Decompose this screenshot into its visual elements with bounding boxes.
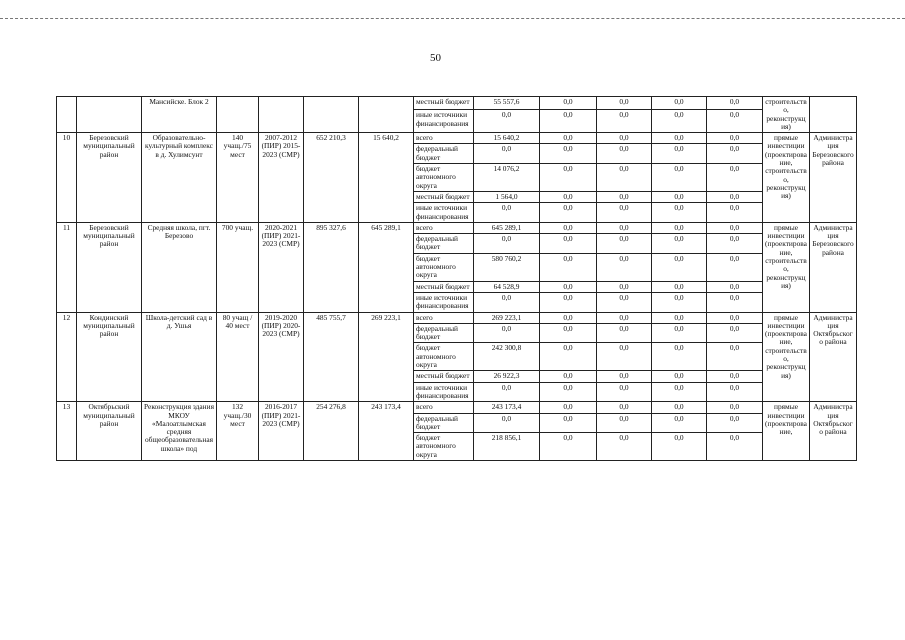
source-value: 0,0 — [540, 222, 597, 233]
source-name: иные источники финансирования — [414, 382, 474, 402]
source-value: 0,0 — [597, 133, 652, 144]
source-value: 0,0 — [474, 203, 540, 223]
source-name: местный бюджет — [414, 281, 474, 292]
source-value: 0,0 — [652, 281, 707, 292]
source-value: 0,0 — [597, 292, 652, 312]
source-name: федеральный бюджет — [414, 144, 474, 164]
source-value: 0,0 — [652, 402, 707, 413]
source-value: 0,0 — [597, 281, 652, 292]
source-value: 0,0 — [707, 292, 763, 312]
source-name: местный бюджет — [414, 371, 474, 382]
mechanism: прямые инвестиции (проектирование, строительство, реконструкция) — [763, 312, 810, 402]
remaining-cost: 243 173,4 — [359, 402, 414, 461]
period — [259, 97, 304, 133]
source-value: 0,0 — [707, 281, 763, 292]
source-value: 0,0 — [597, 413, 652, 433]
source-value: 0,0 — [652, 234, 707, 254]
object-name: Школа-детский сад в д. Ушья — [142, 312, 217, 402]
source-value: 0,0 — [652, 323, 707, 343]
row-number: 13 — [57, 402, 77, 461]
object-name: Реконструкция здания МКОУ «Малоатлымская средняя общеобразовательная школа» под — [142, 402, 217, 461]
continuation-row — [57, 97, 857, 110]
source-value: 0,0 — [474, 234, 540, 254]
source-name: федеральный бюджет — [414, 323, 474, 343]
source-value: 0,0 — [597, 253, 652, 281]
source-value: 0,0 — [597, 402, 652, 413]
source-value: 0,0 — [474, 110, 540, 133]
source-name: иные источники финансирования — [414, 203, 474, 223]
source-value: 0,0 — [707, 144, 763, 164]
source-value: 0,0 — [474, 144, 540, 164]
source-value: 0,0 — [707, 343, 763, 371]
source-value: 0,0 — [540, 343, 597, 371]
source-value: 0,0 — [597, 343, 652, 371]
capacity: 700 учащ. — [217, 222, 259, 312]
source-value: 0,0 — [540, 413, 597, 433]
source-value: 645 289,1 — [474, 222, 540, 233]
cost — [304, 97, 359, 133]
source-value: 0,0 — [540, 110, 597, 133]
source-value: 269 223,1 — [474, 312, 540, 323]
source-name: местный бюджет — [414, 191, 474, 202]
source-value: 55 557,6 — [474, 97, 540, 110]
object-name: Средняя школа, пгт. Березово — [142, 222, 217, 312]
source-value: 0,0 — [540, 203, 597, 223]
source-value: 0,0 — [540, 281, 597, 292]
source-value: 0,0 — [597, 433, 652, 461]
source-value: 0,0 — [597, 97, 652, 110]
row-number: 11 — [57, 222, 77, 312]
source-value: 0,0 — [540, 164, 597, 192]
source-value: 0,0 — [474, 413, 540, 433]
source-value: 0,0 — [474, 323, 540, 343]
source-value: 0,0 — [652, 164, 707, 192]
mechanism: строительство, реконструкция) — [763, 97, 810, 133]
source-name: местный бюджет — [414, 97, 474, 110]
source-value: 0,0 — [707, 110, 763, 133]
source-value: 0,0 — [707, 164, 763, 192]
source-value: 0,0 — [474, 292, 540, 312]
source-value: 243 173,4 — [474, 402, 540, 413]
object-name: Образовательно-культурный комплекс в д. Хулимсунт — [142, 133, 217, 223]
source-value: 0,0 — [597, 164, 652, 192]
source-value: 0,0 — [597, 110, 652, 133]
source-value: 0,0 — [540, 312, 597, 323]
source-value: 0,0 — [707, 191, 763, 202]
remaining — [359, 97, 414, 133]
source-name: всего — [414, 133, 474, 144]
source-value: 0,0 — [597, 371, 652, 382]
responsible — [810, 97, 857, 133]
source-value: 0,0 — [652, 203, 707, 223]
period: 2020-2021 (ПИР) 2021-2023 (СМР) — [259, 222, 304, 312]
table-row — [57, 402, 857, 413]
source-value: 64 528,9 — [474, 281, 540, 292]
source-value: 26 922,3 — [474, 371, 540, 382]
source-value: 0,0 — [540, 371, 597, 382]
source-value: 15 640,2 — [474, 133, 540, 144]
total-cost: 652 210,3 — [304, 133, 359, 223]
municipality — [77, 97, 142, 133]
source-value: 0,0 — [707, 253, 763, 281]
municipality: Березовский муниципальный район — [77, 222, 142, 312]
source-value: 0,0 — [540, 292, 597, 312]
responsible: Администрация Октябрьского района — [810, 402, 857, 461]
source-value: 0,0 — [652, 253, 707, 281]
source-name: бюджет автономного округа — [414, 253, 474, 281]
investment-objects-table — [56, 96, 857, 461]
source-value: 14 076,2 — [474, 164, 540, 192]
source-value: 0,0 — [652, 191, 707, 202]
source-value: 0,0 — [597, 191, 652, 202]
responsible: Администрация Березовского района — [810, 133, 857, 223]
capacity — [217, 97, 259, 133]
source-value: 0,0 — [597, 144, 652, 164]
source-value: 0,0 — [540, 144, 597, 164]
source-value: 0,0 — [707, 133, 763, 144]
remaining-cost: 269 223,1 — [359, 312, 414, 402]
source-value: 0,0 — [707, 222, 763, 233]
page-top-edge-line — [0, 18, 905, 19]
source-value: 1 564,0 — [474, 191, 540, 202]
source-value: 0,0 — [597, 234, 652, 254]
row-number — [57, 97, 77, 133]
source-value: 0,0 — [652, 382, 707, 402]
source-name: иные источники финансирования — [414, 110, 474, 133]
source-value: 0,0 — [540, 234, 597, 254]
source-value: 0,0 — [540, 402, 597, 413]
source-name: всего — [414, 222, 474, 233]
source-value: 0,0 — [540, 191, 597, 202]
table-row — [57, 222, 857, 233]
source-name: бюджет автономного округа — [414, 164, 474, 192]
capacity: 80 учащ / 40 мест — [217, 312, 259, 402]
source-name: иные источники финансирования — [414, 292, 474, 312]
page-number: 50 — [430, 52, 441, 64]
source-name: всего — [414, 312, 474, 323]
source-value: 0,0 — [707, 323, 763, 343]
source-value: 0,0 — [652, 144, 707, 164]
source-name: федеральный бюджет — [414, 413, 474, 433]
period: 2016-2017 (ПИР) 2021-2023 (СМР) — [259, 402, 304, 461]
source-name: бюджет автономного округа — [414, 433, 474, 461]
source-value: 0,0 — [474, 382, 540, 402]
source-value: 0,0 — [540, 133, 597, 144]
capacity: 140 учащ./75 мест — [217, 133, 259, 223]
total-cost: 895 327,6 — [304, 222, 359, 312]
source-value: 0,0 — [652, 343, 707, 371]
source-value: 0,0 — [707, 203, 763, 223]
remaining-cost: 15 640,2 — [359, 133, 414, 223]
source-value: 0,0 — [597, 222, 652, 233]
responsible: Администрация Октябрьского района — [810, 312, 857, 402]
source-value: 0,0 — [652, 222, 707, 233]
table-row — [57, 133, 857, 144]
period: 2019-2020 (ПИР) 2020-2023 (СМР) — [259, 312, 304, 402]
source-name: бюджет автономного округа — [414, 343, 474, 371]
municipality: Октябрьский муниципальный район — [77, 402, 142, 461]
table-row — [57, 312, 857, 323]
source-value: 0,0 — [707, 97, 763, 110]
municipality: Кондинский муниципальный район — [77, 312, 142, 402]
responsible: Администрация Березовского района — [810, 222, 857, 312]
source-value: 0,0 — [707, 402, 763, 413]
source-value: 0,0 — [652, 97, 707, 110]
source-value: 242 300,8 — [474, 343, 540, 371]
source-name: федеральный бюджет — [414, 234, 474, 254]
remaining-cost: 645 289,1 — [359, 222, 414, 312]
source-value: 0,0 — [540, 382, 597, 402]
source-value: 0,0 — [707, 234, 763, 254]
source-value: 580 760,2 — [474, 253, 540, 281]
source-value: 0,0 — [597, 382, 652, 402]
period: 2007-2012 (ПИР) 2015-2023 (СМР) — [259, 133, 304, 223]
source-value: 0,0 — [652, 110, 707, 133]
mechanism: прямые инвестиции (проектирование, строительство, реконструкция) — [763, 222, 810, 312]
source-value: 0,0 — [652, 292, 707, 312]
source-value: 0,0 — [652, 371, 707, 382]
source-value: 0,0 — [597, 203, 652, 223]
mechanism: прямые инвестиции (проектирование, — [763, 402, 810, 461]
source-value: 0,0 — [597, 312, 652, 323]
source-value: 0,0 — [652, 133, 707, 144]
source-value: 0,0 — [597, 323, 652, 343]
total-cost: 254 276,8 — [304, 402, 359, 461]
source-value: 0,0 — [707, 312, 763, 323]
municipality: Березовский муниципальный район — [77, 133, 142, 223]
source-value: 0,0 — [540, 323, 597, 343]
source-value: 0,0 — [652, 312, 707, 323]
source-value: 0,0 — [652, 433, 707, 461]
source-value: 0,0 — [707, 382, 763, 402]
row-number: 10 — [57, 133, 77, 223]
total-cost: 485 755,7 — [304, 312, 359, 402]
source-value: 0,0 — [707, 371, 763, 382]
row-number: 12 — [57, 312, 77, 402]
source-value: 218 856,1 — [474, 433, 540, 461]
source-value: 0,0 — [707, 433, 763, 461]
source-value: 0,0 — [540, 433, 597, 461]
source-value: 0,0 — [540, 253, 597, 281]
source-value: 0,0 — [707, 413, 763, 433]
mechanism: прямые инвестиции (проектирование, строительство, реконструкция) — [763, 133, 810, 223]
source-value: 0,0 — [540, 97, 597, 110]
object-name: Мансийске. Блок 2 — [142, 97, 217, 133]
capacity: 132 учащ./30 мест — [217, 402, 259, 461]
source-name: всего — [414, 402, 474, 413]
source-value: 0,0 — [652, 413, 707, 433]
